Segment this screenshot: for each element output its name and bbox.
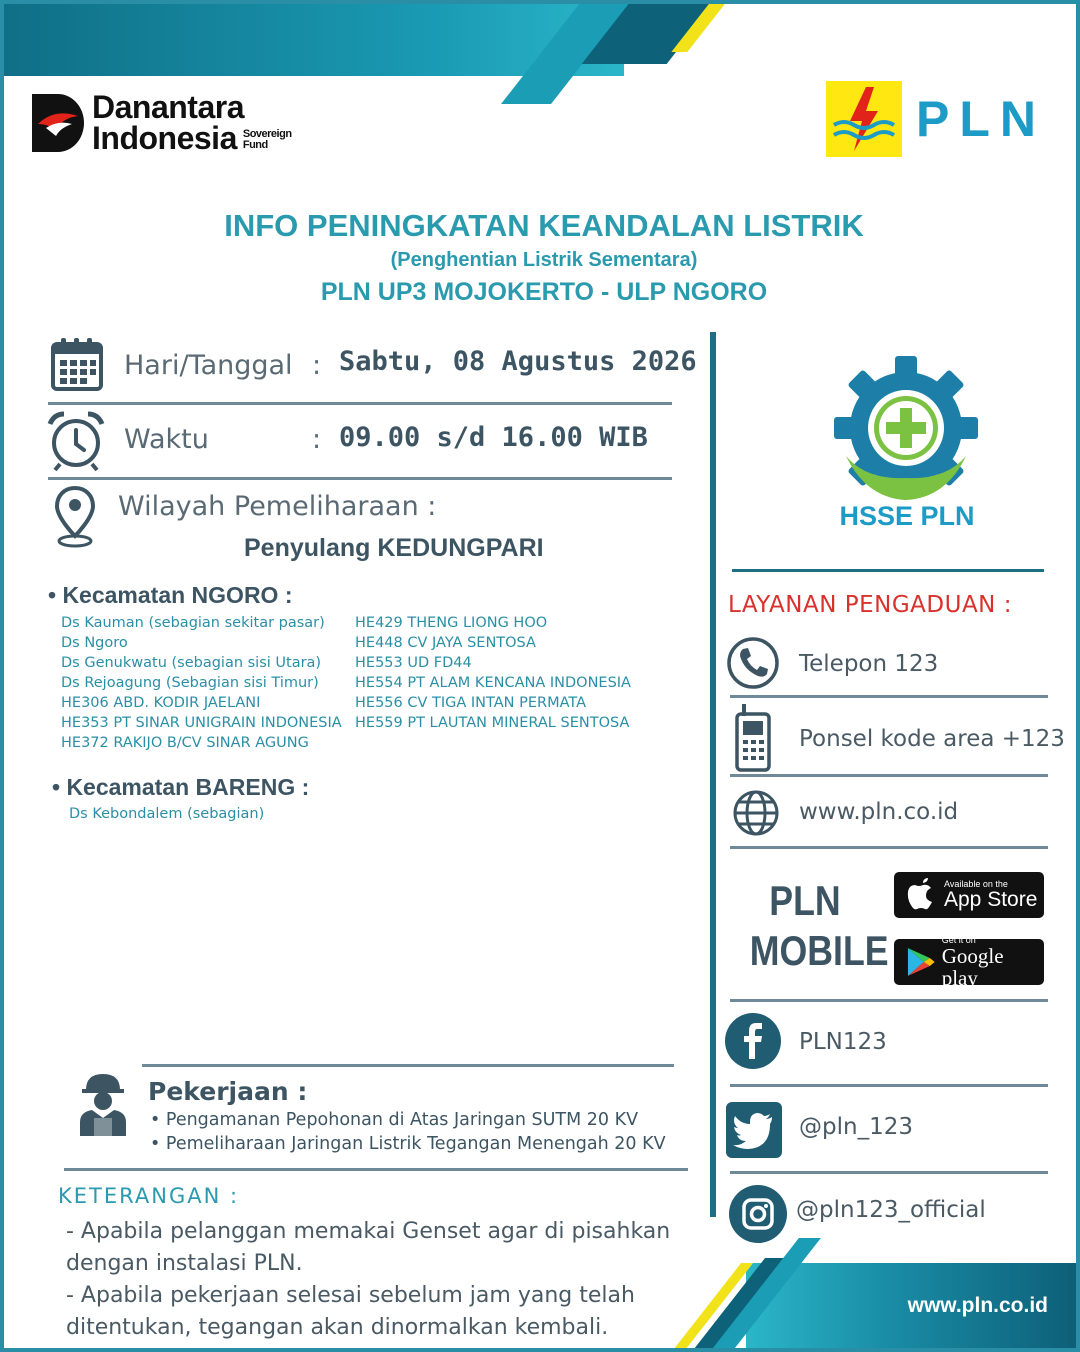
date-colon: : (312, 350, 322, 381)
divider (732, 569, 1044, 572)
complaint-title: LAYANAN PENGADUAN : (728, 592, 1012, 618)
list-item: Ds Kauman (sebagian sekitar pasar) (61, 615, 325, 631)
time-label: Waktu (124, 424, 209, 455)
app-store-button[interactable] (894, 872, 1044, 918)
calendar-icon (50, 336, 104, 392)
page-subtitle: (Penghentian Listrik Sementara) (390, 249, 698, 271)
list-item: Ds Genukwatu (sebagian sisi Utara) (61, 655, 322, 671)
divider (48, 402, 672, 405)
phone-text[interactable]: Telepon 123 (799, 651, 939, 677)
note-line: ditentukan, tegangan akan dinormalkan kembali. (66, 1315, 609, 1340)
divider (730, 846, 1048, 849)
work-item: • Pengamanan Pepohonan di Atas Jaringan SUTM 20 KV (150, 1110, 639, 1130)
facebook-icon[interactable] (725, 1013, 781, 1069)
time-value: 09.00 s/d 16.00 WIB (339, 422, 648, 453)
note-line: dengan instalasi PLN. (66, 1251, 303, 1276)
divider (730, 1084, 1048, 1087)
pln-mobile-line2: MOBILE (749, 927, 889, 974)
list-item: HE429 THENG LIONG HOO (355, 615, 548, 631)
instagram-handle[interactable]: @pln123_official (796, 1197, 986, 1223)
list-item: HE448 CV JAYA SENTOSA (355, 635, 536, 651)
apple-icon (900, 875, 940, 915)
fund-label: Fund (242, 139, 268, 151)
footer-url[interactable]: www.pln.co.id (907, 1294, 1048, 1317)
app-store-small: Available on the (944, 879, 1008, 889)
bareng-list (69, 804, 264, 824)
kecamatan-ngoro-title: • Kecamatan NGORO : (48, 582, 293, 608)
google-play-small: Get it on (941, 935, 976, 945)
work-item: • Pemeliharaan Jaringan Listrik Tegangan Menengah 20 KV (150, 1134, 666, 1154)
area-label: Wilayah Pemeliharaan : (118, 491, 437, 522)
twitter-icon[interactable] (726, 1102, 782, 1158)
divider (730, 695, 1048, 698)
alarm-clock-icon (46, 410, 106, 472)
pln-lightning-icon (826, 81, 902, 157)
worker-icon (76, 1072, 130, 1138)
page-title: INFO PENINGKATAN KEANDALAN LISTRIK (224, 208, 864, 243)
divider (48, 477, 672, 480)
date-label: Hari/Tanggal (124, 350, 293, 381)
pln-wordmark: PLN (916, 91, 1046, 147)
unit-title: PLN UP3 MOJOKERTO - ULP NGORO (320, 278, 768, 306)
danantara-country: Indonesia (92, 120, 237, 156)
location-pin-icon (54, 486, 96, 548)
list-item: Ds Kebondalem (sebagian) (69, 806, 265, 822)
globe-icon (732, 789, 780, 837)
google-play-icon (902, 944, 938, 980)
facebook-handle[interactable]: PLN123 (799, 1029, 887, 1055)
list-item: Ds Ngoro (61, 635, 128, 651)
phone-icon (726, 636, 780, 690)
twitter-handle[interactable]: @pln_123 (799, 1114, 913, 1140)
column-separator (710, 332, 716, 1217)
ngoro-list-col1 (61, 613, 342, 753)
time-colon: : (312, 424, 322, 455)
danantara-logo (32, 89, 292, 156)
list-item: HE559 PT LAUTAN MINERAL SENTOSA (355, 715, 630, 731)
divider (730, 774, 1048, 777)
notes-body (66, 1216, 686, 1344)
divider (142, 1064, 674, 1067)
list-item: HE372 RAKIJO B/CV SINAR AGUNG (61, 735, 309, 751)
note-line: - Apabila pelanggan memakai Genset agar di pisahkan (66, 1219, 671, 1244)
instagram-icon[interactable] (729, 1185, 787, 1243)
date-value: Sabtu, 08 Agustus 2026 (339, 346, 697, 377)
work-list (150, 1108, 666, 1156)
google-play-big: Google play (941, 944, 1004, 990)
kecamatan-bareng-title: • Kecamatan BARENG : (52, 774, 310, 800)
website-text[interactable]: www.pln.co.id (799, 799, 959, 825)
list-item: Ds Rejoagung (Sebagian sisi Timur) (61, 675, 319, 691)
list-item: HE553 UD FD44 (355, 655, 472, 671)
ngoro-list-col2 (355, 613, 631, 733)
divider (64, 1168, 688, 1171)
mobile-text[interactable]: Ponsel kode area +123 (799, 726, 1065, 752)
danantara-name: Danantara (92, 89, 244, 125)
divider (730, 1171, 1048, 1174)
google-play-button[interactable] (894, 935, 1044, 990)
pln-mobile-label (749, 876, 889, 976)
divider (730, 999, 1048, 1002)
work-title: Pekerjaan : (148, 1077, 308, 1106)
list-item: HE353 PT SINAR UNIGRAIN INDONESIA (61, 715, 342, 731)
hsse-label: HSSE PLN (839, 501, 975, 531)
sovereign-label: Sovereign (242, 128, 292, 140)
list-item: HE306 ABD. KODIR JAELANI (61, 695, 261, 711)
feeder-name: Penyulang KEDUNGPARI (244, 534, 544, 562)
danantara-icon (32, 94, 84, 152)
list-item: HE554 PT ALAM KENCANA INDONESIA (355, 675, 631, 691)
pln-logo (826, 81, 1046, 157)
note-line: - Apabila pekerjaan selesai sebelum jam yang telah (66, 1283, 635, 1308)
app-store-big: App Store (944, 888, 1038, 911)
list-item: HE556 CV TIGA INTAN PERMATA (355, 695, 587, 711)
hsse-logo-icon (830, 356, 982, 506)
pln-mobile-line1: PLN (769, 877, 841, 924)
notes-title: KETERANGAN : (58, 1184, 240, 1208)
mobile-phone-icon (734, 704, 772, 772)
